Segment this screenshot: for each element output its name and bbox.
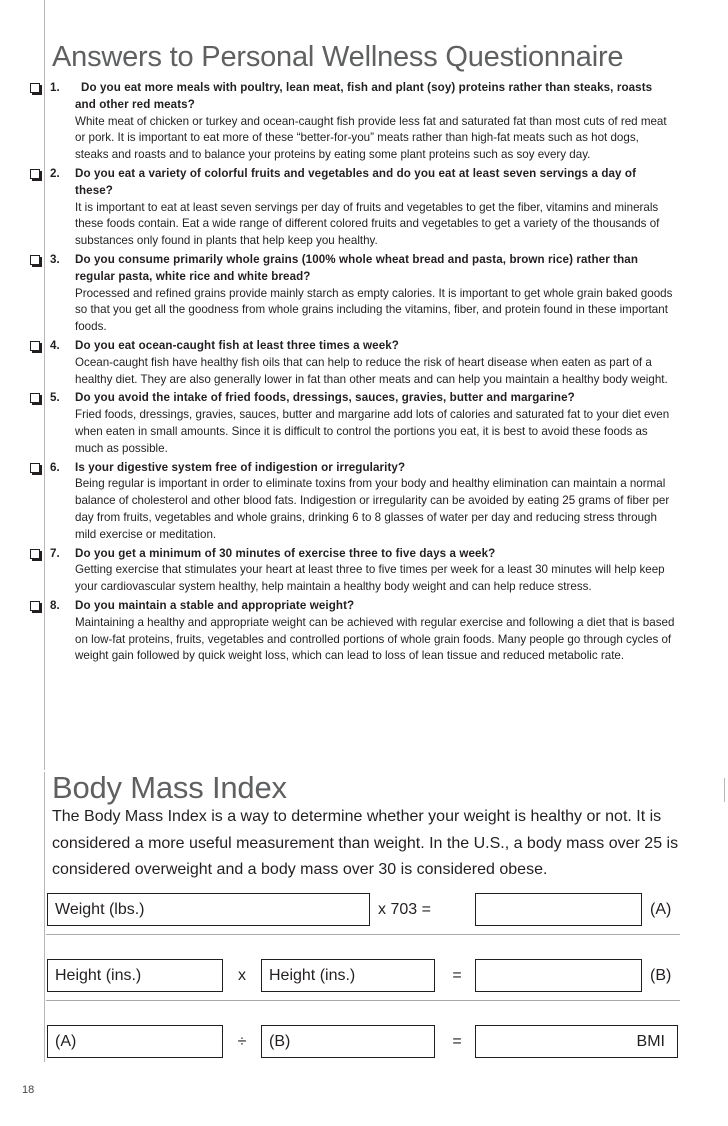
result-a-field[interactable] [475,893,642,926]
question-item [0,166,675,250]
weight-field[interactable] [47,893,370,926]
answer-text: It is important to eat at least seven servings per day of fruits and vegetables to get the fiber, vitamins and minerals these foods contain. Eat a wide range of different colored fruits and vegetables to get a variety of the thousands of substances only found in plants that help keep you healthy. [75,200,660,248]
checkbox[interactable] [30,393,40,403]
question-list [0,80,728,665]
question-number: 2. [50,166,60,180]
answer-text: Ocean-caught fish have healthy fish oils that can help to reduce the risk of heart disease when eaten as part of a healthy diet. They are also generally lower in fat than other meats and can help you maintain a healthy body weight. [75,355,668,386]
question-number: 4. [50,338,60,352]
weight-label: Weight (lbs.) [55,901,145,918]
row-divider [46,934,680,935]
equals-symbol: = [452,967,462,984]
answer-text: Being regular is important in order to eliminate toxins from your body and healthy elimination can maintain a normal balance of cholesterol and other blood fats. Indigestion or irregularity can be avoided by eating 25 grams of fiber per day from fruits, vegetables and whole grains, drinking 6 to 8 glasses of water per day and reducing stress through mild exercise or meditation. [75,477,670,541]
checkbox[interactable] [30,601,40,611]
height-label-2: Height (ins.) [269,967,356,984]
question-item [0,460,675,544]
height-field-1[interactable] [47,959,223,992]
checkbox[interactable] [30,341,40,351]
question-number: 5. [50,391,60,405]
bmi-label: BMI [636,1033,665,1050]
b-field[interactable] [261,1025,435,1058]
page-number: 18 [22,1084,35,1096]
question-text: Do you eat more meals with poultry, lean meat, fish and plant (soy) proteins rather than steaks, roasts and other red meats? [75,81,653,111]
result-a-label: (A) [650,901,672,918]
answer-text: Getting exercise that stimulates your heart at least three to five times per week for a least 30 minutes will help keep your cardiovascular system healthy, help maintain a healthy body weight and can help reduce stress. [75,563,665,594]
bmi-title: Body Mass Index [52,770,287,805]
questionnaire-title: Answers to Personal Wellness Questionnaire [52,41,624,73]
divide-symbol: ÷ [237,1033,247,1050]
answer-text: White meat of chicken or turkey and ocean-caught fish provide less fat and saturated fat than most cuts of red meat or pork. It is important to eat more of these “better-for-you” meats rather than high-fat meats such as hot dogs, steaks and roasts and to balance your proteins by eating some plant proteins such as soy every day. [75,114,667,162]
left-margin-rule-lower [44,772,45,1062]
question-text: Is your digestive system free of indigestion or irregularity? [75,460,406,474]
bmi-intro: The Body Mass Index is a way to determine whether your weight is healthy or not. It is considered a more useful measurement than weight. In the U.S., a body mass over 25 is considered overweight and a body mass over 30 is considered obese. [52,808,679,878]
question-item [0,80,675,164]
bmi-result-field[interactable] [475,1025,678,1058]
multiply-703-label: x 703 = [378,901,431,918]
question-number: 7. [50,546,60,560]
question-number: 1. [50,81,60,94]
answer-text: Maintaining a healthy and appropriate weight can be achieved with regular exercise and following a diet that is based on low-fat proteins, fruits, vegetables and controlled portions of whole grain foods. Many people go through cycles of weight gain followed by quick weight loss, which can lead to loss of lean tissue and reduced metabolic rate. [75,615,675,663]
question-number: 6. [50,460,60,474]
a-field[interactable] [47,1025,223,1058]
checkbox[interactable] [30,549,40,559]
row-divider [46,1000,680,1001]
question-item [0,338,675,388]
equals-symbol: = [452,1033,462,1050]
question-text: Do you eat ocean-caught fish at least three times a week? [75,338,399,352]
answer-text: Fried foods, dressings, gravies, sauces, butter and margarine add lots of calories and saturated fat to your diet even when eaten in small amounts. Since it is difficult to control the portions you eat, it is best to avoid these foods as much as possible. [75,408,670,455]
answer-text: Processed and refined grains provide mainly starch as empty calories. It is important to get whole grain baked goods so that you get all the goodness from whole grains including the vitamins, fiber, and protein found in these important foods. [75,286,673,334]
checkbox[interactable] [30,255,40,265]
checkbox[interactable] [30,83,40,93]
result-b-label: (B) [650,967,672,984]
a-label: (A) [55,1033,77,1050]
question-text: Do you get a minimum of 30 minutes of exercise three to five days a week? [75,546,496,560]
height-label-1: Height (ins.) [55,967,142,984]
question-text: Do you consume primarily whole grains (100% whole wheat bread and pasta, brown rice) rather than regular pasta, white rice and white bread? [75,252,639,283]
multiply-symbol: x [238,967,246,984]
checkbox[interactable] [30,169,40,179]
question-text: Do you eat a variety of colorful fruits and vegetables and do you eat at least seven servings a day of these? [75,166,637,197]
question-item [0,598,675,665]
question-text: Do you avoid the intake of fried foods, dressings, sauces, gravies, butter and margarine? [75,391,575,405]
checkbox[interactable] [30,463,40,473]
question-item [0,546,675,596]
question-item [0,252,675,336]
result-b-field[interactable] [475,959,642,992]
question-item [0,390,675,457]
question-text: Do you maintain a stable and appropriate weight? [75,598,355,612]
question-number: 8. [50,598,60,612]
right-margin-rule [724,778,725,802]
b-label: (B) [269,1033,291,1050]
question-number: 3. [50,252,60,266]
height-field-2[interactable] [261,959,435,992]
